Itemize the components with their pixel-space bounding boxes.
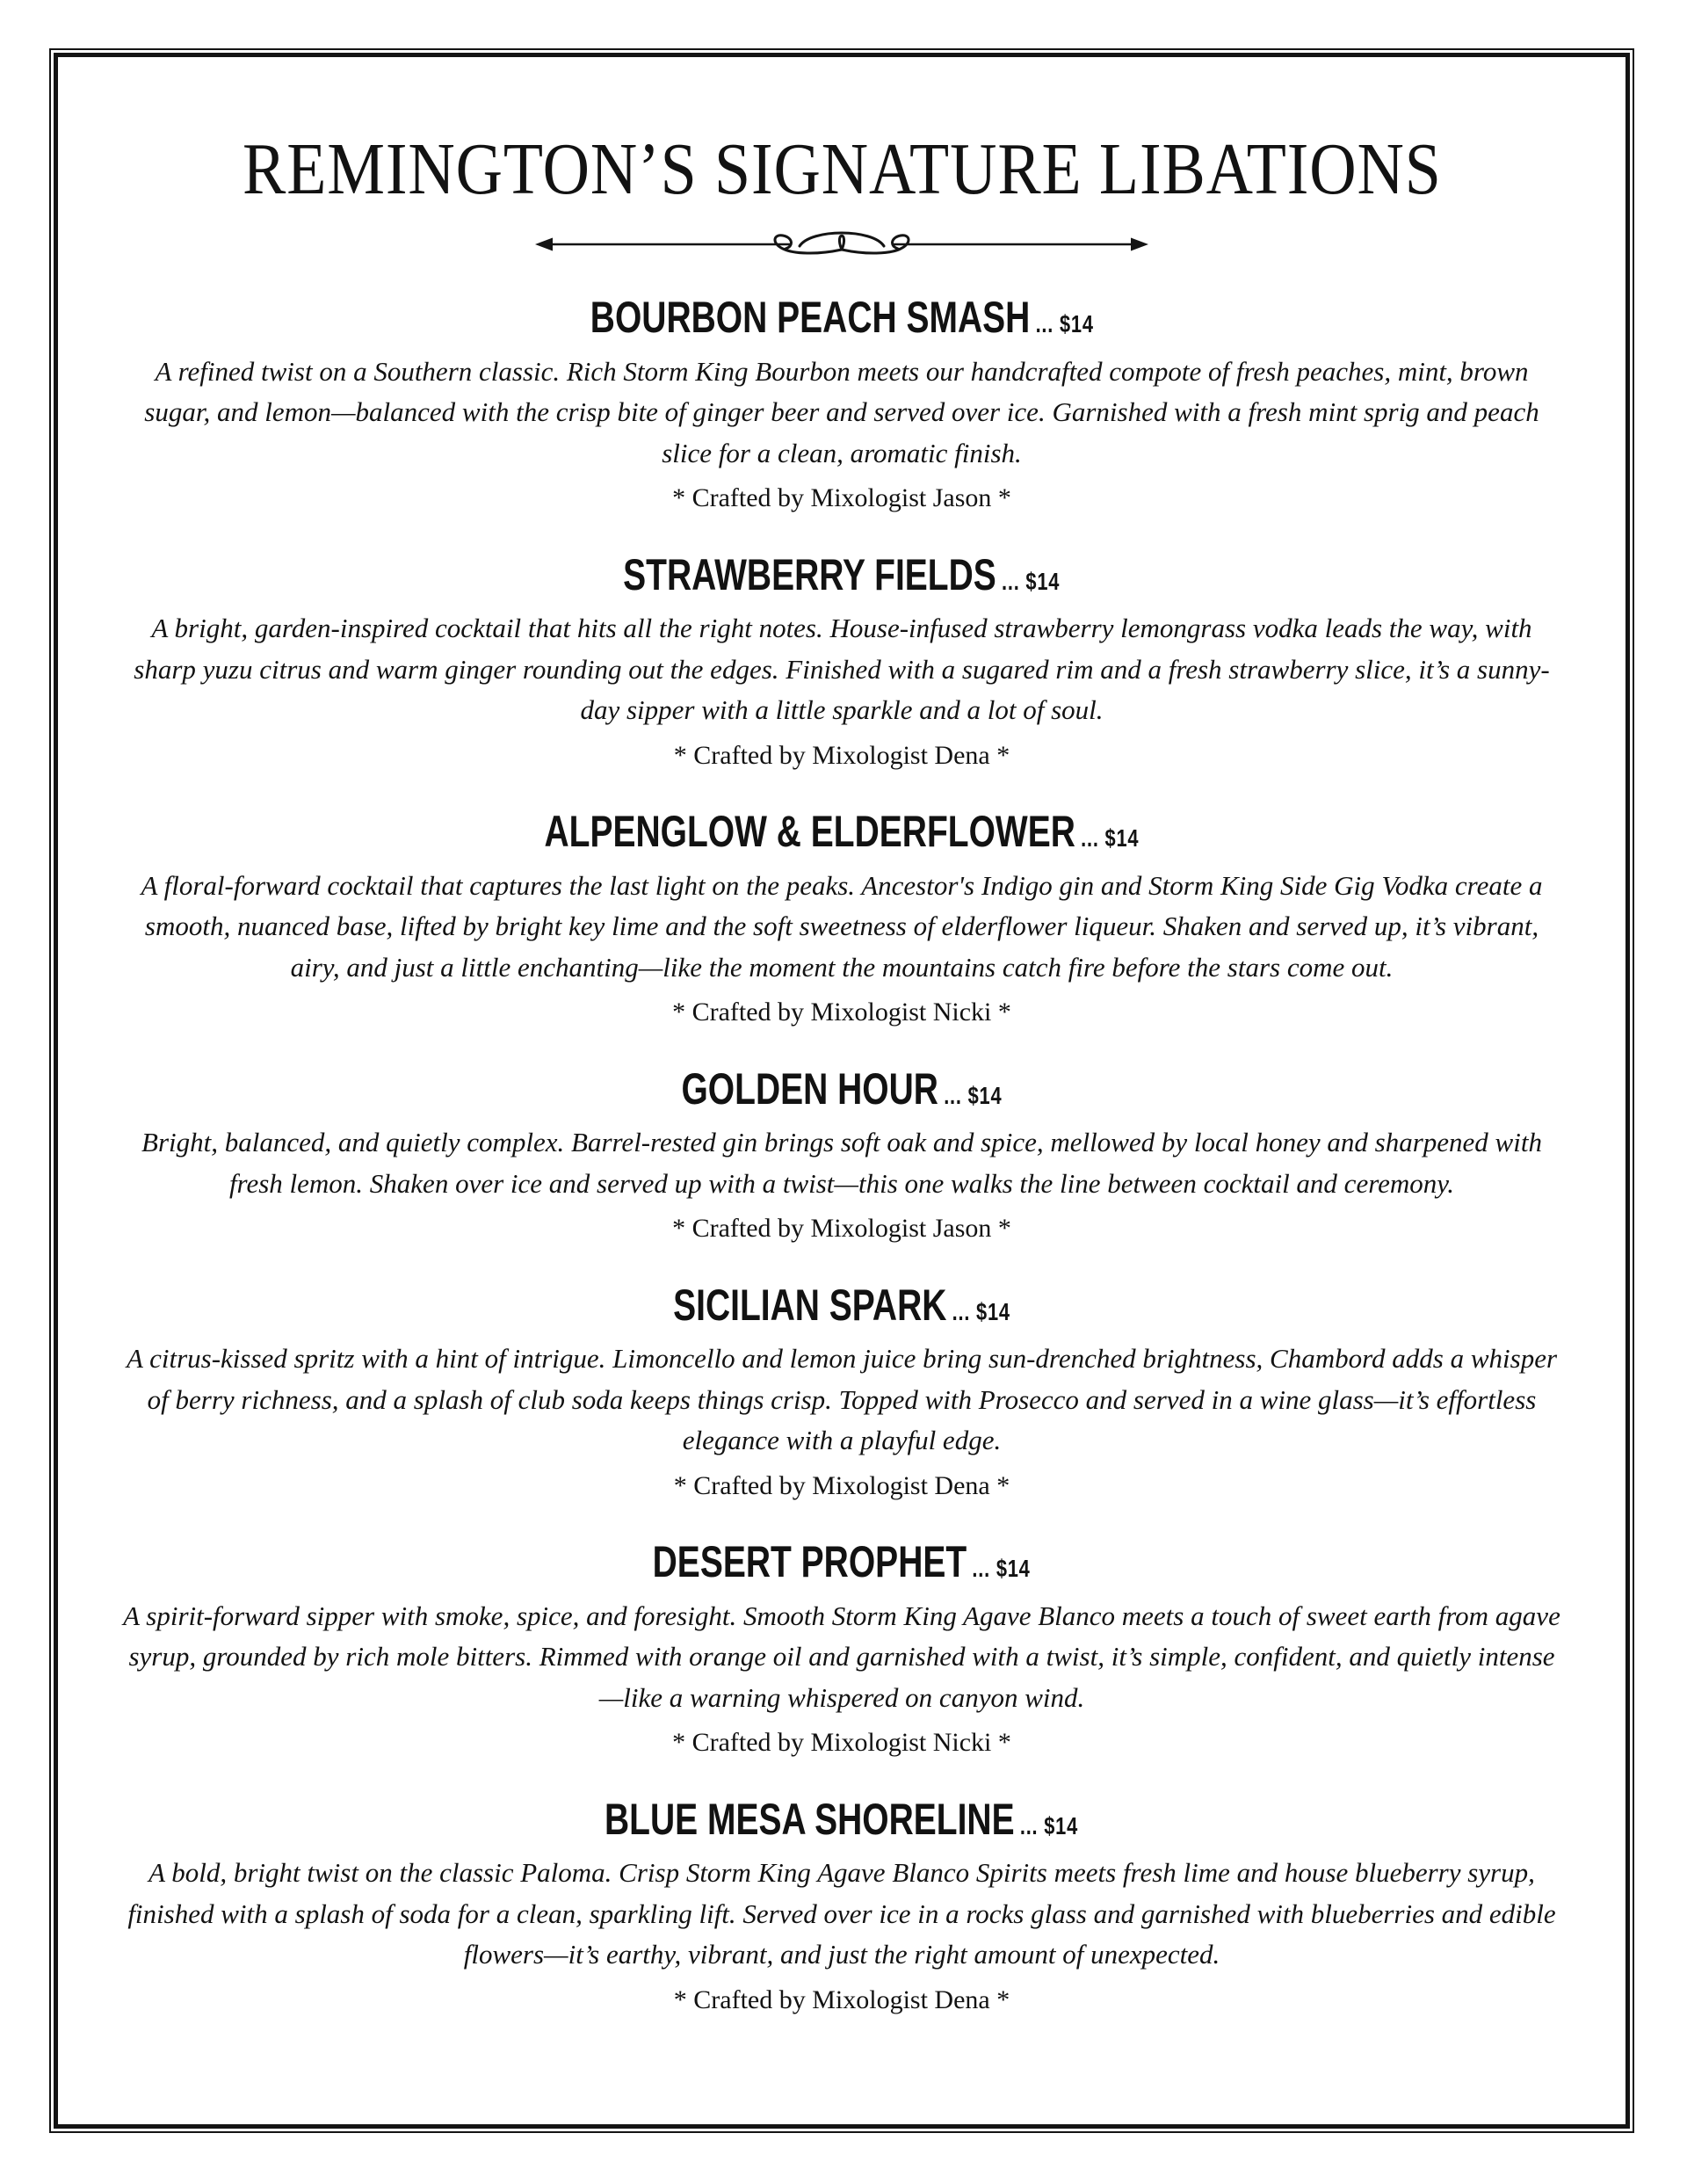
item-name: DESERT PROPHET bbox=[653, 1537, 967, 1586]
item-heading bbox=[58, 1539, 1625, 1585]
item-credit: * Crafted by Mixologist Nicki * bbox=[672, 998, 1011, 1027]
item-price: ... $14 bbox=[1081, 824, 1140, 852]
item-credit: * Crafted by Mixologist Jason * bbox=[672, 1214, 1011, 1243]
item-heading bbox=[58, 809, 1625, 855]
menu-item bbox=[58, 294, 1625, 517]
item-heading bbox=[58, 294, 1625, 341]
item-name: STRAWBERRY FIELDS bbox=[623, 549, 997, 599]
menu-item bbox=[58, 1539, 1625, 1761]
menu-item bbox=[58, 549, 1625, 774]
menu-page bbox=[58, 57, 1625, 2124]
item-name: GOLDEN HOUR bbox=[681, 1063, 939, 1114]
item-price: ... $14 bbox=[1002, 567, 1061, 595]
page-title bbox=[58, 128, 1625, 210]
item-description: A refined twist on a Southern classic. Rich Storm King Bourbon meets our handcrafted compote of fresh peaches, mint, brown sugar, and lemon—balanced with the crisp bite of ginger beer and served over ice. Garnished with a fresh mint sprig and peach slice for a clean, aromatic finish. bbox=[144, 355, 1539, 468]
item-credit: * Crafted by Mixologist Dena * bbox=[673, 1984, 1010, 2014]
item-price: ... $14 bbox=[1020, 1811, 1079, 1839]
item-credit: * Crafted by Mixologist Dena * bbox=[673, 1470, 1010, 1500]
decorative-border-outer bbox=[49, 48, 1634, 2133]
menu-item bbox=[58, 809, 1625, 1031]
item-description: Bright, balanced, and quietly complex. Barrel-rested gin brings soft oak and spice, mellowed by local honey and sharpened with fresh lemon. Shaken over ice and served up with a twist—this one walks the line between cocktail and ceremony. bbox=[141, 1127, 1542, 1199]
item-name: BLUE MESA SHORELINE bbox=[605, 1794, 1016, 1844]
item-heading bbox=[58, 1282, 1625, 1329]
item-description: A citrus-kissed spritz with a hint of intrigue. Limoncello and lemon juice bring sun-drenched brightness, Chambord adds a whisper of berry richness, and a splash of club soda keeps things crisp. Topped with Prosecco and served in a wine glass—it’s effortless elegance with a playful edge. bbox=[126, 1343, 1558, 1455]
item-description: A floral-forward cocktail that captures the last light on the peaks. Ancestor's Indigo gin and Storm King Side Gig Vodka create a smooth, nuanced base, lifted by bright key lime and the soft sweetness of elderflower liqueur. Shaken and served up, it’s vibrant, airy, and just a little enchanting—like the moment the mountains catch fire before the stars come out. bbox=[141, 869, 1543, 983]
menu-item bbox=[58, 1063, 1625, 1247]
menu-item bbox=[58, 1282, 1625, 1505]
arrow-flourish-divider-icon bbox=[530, 224, 1154, 265]
title-divider bbox=[58, 224, 1625, 265]
item-heading bbox=[58, 549, 1625, 599]
item-credit: * Crafted by Mixologist Jason * bbox=[672, 483, 1011, 512]
item-heading bbox=[58, 1796, 1625, 1843]
item-description: A bright, garden-inspired cocktail that hits all the right notes. House-infused strawberry lemongrass vodka leads the way, with sharp yuzu citrus and warm ginger rounding out the edges. Finished with a sugared rim and a fresh strawberry slice, it’s a sunny-day sipper with a little sparkle and a lot of soul. bbox=[134, 613, 1550, 725]
item-name: ALPENGLOW & ELDERFLOWER bbox=[544, 807, 1076, 856]
item-credit: * Crafted by Mixologist Nicki * bbox=[672, 1728, 1011, 1757]
item-price: ... $14 bbox=[1035, 310, 1094, 337]
item-credit: * Crafted by Mixologist Dena * bbox=[673, 740, 1010, 770]
item-heading bbox=[58, 1063, 1625, 1114]
page-title-text: REMINGTON’S SIGNATURE LIBATIONS bbox=[242, 128, 1442, 210]
item-name: BOURBON PEACH SMASH bbox=[590, 293, 1031, 342]
item-price: ... $14 bbox=[952, 1297, 1010, 1325]
menu-item bbox=[58, 1796, 1625, 2019]
item-description: A spirit-forward sipper with smoke, spice, and foresight. Smooth Storm King Agave Blanco meets a touch of sweet earth from agave syrup, grounded by rich mole bitters. Rimmed with orange oil and garnished with a twist, it’s simple, confident, and quietly intense—like a warning whispered on canyon wind. bbox=[123, 1600, 1560, 1713]
item-price: ... $14 bbox=[944, 1081, 1003, 1109]
item-description: A bold, bright twist on the classic Paloma. Crisp Storm King Agave Blanco Spirits meets fresh lime and house blueberry syrup, finished with a splash of soda for a clean, sparkling lift. Served over ice in a rocks glass and garnished with blueberries and edible flowers—it’s earthy, vibrant, and just the right amount of unexpected. bbox=[127, 1857, 1556, 1970]
item-price: ... $14 bbox=[972, 1555, 1031, 1582]
decorative-border-inner bbox=[54, 53, 1630, 2129]
item-name: SICILIAN SPARK bbox=[673, 1280, 947, 1330]
